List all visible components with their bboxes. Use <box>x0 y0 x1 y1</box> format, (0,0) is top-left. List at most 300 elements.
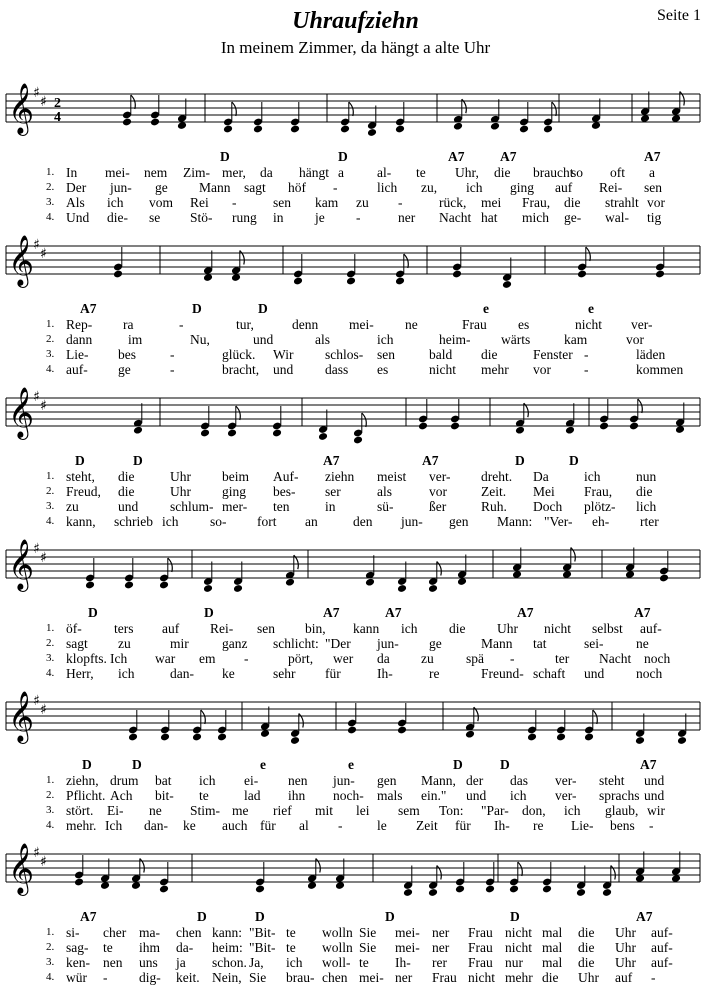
lyric-syllable: ra <box>123 317 134 332</box>
lyric-syllable: Frau <box>462 317 487 332</box>
lyric-syllable: mehr. <box>66 818 97 833</box>
note-head <box>576 888 586 897</box>
lyric-syllable: mals <box>377 788 403 803</box>
verse-number: 2. <box>46 637 55 649</box>
lyric-syllable: Ih- <box>395 955 411 970</box>
verse-number: 1. <box>46 318 55 330</box>
note-head <box>353 436 363 445</box>
lyric-syllable: die <box>481 347 498 362</box>
lyric-syllable: ich <box>286 955 303 970</box>
lyric-syllable: nicht <box>544 621 571 636</box>
lyric-syllable: vor <box>429 484 447 499</box>
lyric-syllable: sem <box>398 803 420 818</box>
lyric-syllable: Freud, <box>66 484 101 499</box>
lyric-syllable: bald <box>429 347 453 362</box>
lyric-syllable: Ton: <box>439 803 464 818</box>
note-flag <box>404 254 409 268</box>
lyric-syllable: mei- <box>359 970 384 985</box>
lyric-syllable: ver- <box>631 317 653 332</box>
note-head <box>599 422 609 431</box>
lyric-syllable: nen <box>103 955 123 970</box>
lyric-syllable: nun <box>636 469 657 484</box>
lyric-syllable: mit <box>315 803 334 818</box>
lyric-syllable: lad <box>244 788 261 803</box>
lyric-syllable: mehr <box>481 362 509 377</box>
lyric-syllable: Ich <box>105 818 123 833</box>
lyric-syllable: Der <box>66 180 87 195</box>
lyric-syllable: Mann: <box>497 514 533 529</box>
note-head <box>635 736 645 745</box>
lyric-syllable: Frau, <box>522 195 551 210</box>
lyric-syllable: ver- <box>429 469 451 484</box>
lyric-syllable: wir <box>647 803 665 818</box>
lyric-syllable: die <box>118 484 135 499</box>
note-head <box>128 733 138 742</box>
note-head <box>160 733 170 742</box>
note-head <box>318 432 328 441</box>
chord-symbol: D <box>453 757 463 772</box>
lyric-syllable: zu <box>356 195 369 210</box>
treble-clef-icon: 𝄞 <box>8 83 35 134</box>
lyric-syllable: pört, <box>288 651 314 666</box>
lyric-syllable: kam <box>564 332 588 347</box>
chord-symbol: A7 <box>323 605 340 620</box>
verse-number: 4. <box>46 819 55 831</box>
lyric-syllable: ihm <box>139 940 161 955</box>
chord-symbol: A7 <box>80 909 97 924</box>
note-head <box>527 733 537 742</box>
lyric-syllable: und <box>273 362 294 377</box>
chord-symbol: D <box>510 909 520 924</box>
time-signature-top: 2 <box>54 96 61 111</box>
lyric-syllable: die <box>564 195 581 210</box>
lyric-syllable: ner <box>398 210 416 225</box>
lyric-syllable: hängt <box>299 165 329 180</box>
chord-symbol: D <box>132 757 142 772</box>
lyric-syllable: nicht <box>505 940 532 955</box>
chord-symbol: A7 <box>323 453 340 468</box>
lyric-syllable: ich <box>107 195 124 210</box>
lyric-syllable: an <box>305 514 318 529</box>
lyric-syllable: ich <box>401 621 418 636</box>
lyric-syllable: spä <box>466 651 484 666</box>
lyric-syllable: keit. <box>176 970 200 985</box>
note-head <box>455 885 465 894</box>
lyric-syllable: te <box>416 165 426 180</box>
lyric-syllable: die <box>578 925 595 940</box>
note-head <box>450 422 460 431</box>
lyric-syllable: klopfts. <box>66 651 107 666</box>
lyric-syllable: da <box>377 651 390 666</box>
lyric-syllable: Ih- <box>494 818 510 833</box>
note-head <box>485 885 495 894</box>
chord-symbol: e <box>588 301 594 316</box>
lyric-syllable: Frau <box>432 970 457 985</box>
lyric-syllable: wolln <box>322 940 353 955</box>
lyric-syllable: zu <box>118 636 131 651</box>
lyric-syllable: heim: <box>212 940 243 955</box>
lyric-syllable: zu <box>421 651 434 666</box>
note-head <box>519 125 529 134</box>
lyric-syllable: kann <box>353 621 380 636</box>
verse-number: 1. <box>46 622 55 634</box>
lyric-syllable: vom <box>149 195 174 210</box>
lyric-syllable: strahlt <box>605 195 639 210</box>
lyric-syllable: für <box>325 666 341 681</box>
note-flag <box>593 710 598 724</box>
lyric-syllable: rief <box>273 803 292 818</box>
lyric-syllable: Als <box>66 195 85 210</box>
note-head <box>290 125 300 134</box>
lyric-syllable: schon. <box>212 955 247 970</box>
lyric-syllable: Frau <box>468 940 493 955</box>
lyric-syllable: sag- <box>66 940 89 955</box>
lyric-syllable: bat <box>155 773 172 788</box>
lyric-syllable: - <box>651 970 656 985</box>
lyric-syllable: so- <box>210 514 227 529</box>
verse-number: 3. <box>46 956 55 968</box>
lyric-syllable: da <box>260 165 273 180</box>
note-head <box>285 578 295 587</box>
lyric-syllable: wür <box>66 970 87 985</box>
lyric-syllable: schlicht: <box>273 636 319 651</box>
lyric-syllable: selbst <box>592 621 623 636</box>
lyric-syllable: wärts <box>501 332 531 347</box>
lyric-syllable: ner <box>432 925 450 940</box>
note-head <box>452 270 462 279</box>
lyric-syllable: Da <box>533 469 549 484</box>
lyric-syllable: schlum- <box>170 499 214 514</box>
lyric-syllable: sehr <box>273 666 296 681</box>
note-head <box>565 426 575 435</box>
lyric-syllable: ken- <box>66 955 90 970</box>
lyric-syllable: - <box>103 970 108 985</box>
note-head <box>340 125 350 134</box>
lyric-syllable: die <box>449 621 466 636</box>
sharp-icon: ♯ <box>40 94 47 110</box>
note-head <box>365 578 375 587</box>
staff-system-4 <box>0 530 711 600</box>
verse-number: 2. <box>46 333 55 345</box>
song-title: Uhraufziehn <box>292 8 419 34</box>
note-head <box>428 888 438 897</box>
lyric-syllable: a <box>649 165 655 180</box>
note-head <box>515 426 525 435</box>
lyric-syllable: nicht <box>429 362 456 377</box>
lyric-syllable: Rei- <box>599 180 623 195</box>
lyric-syllable: Nacht <box>439 210 472 225</box>
lyric-syllable: Ja, <box>249 955 264 970</box>
lyric-syllable: schrieb <box>114 514 153 529</box>
lyric-syllable: Mann <box>199 180 231 195</box>
lyric-syllable: lei <box>356 803 370 818</box>
lyric-syllable: Ih- <box>377 666 393 681</box>
sharp-icon: ♯ <box>33 845 40 861</box>
lyric-syllable: das <box>510 773 528 788</box>
treble-clef-icon: 𝄞 <box>8 235 35 286</box>
lyric-syllable: Zim- <box>183 165 210 180</box>
lyric-syllable: auch <box>222 818 248 833</box>
staff-system-5 <box>0 682 711 752</box>
lyric-syllable: Sie <box>249 970 267 985</box>
note-head <box>74 878 84 887</box>
lyric-syllable: ner <box>432 940 450 955</box>
lyric-syllable: Wir <box>273 347 294 362</box>
lyric-syllable: "Ver- <box>544 514 573 529</box>
chord-symbol: D <box>88 605 98 620</box>
lyric-syllable: - <box>584 362 589 377</box>
lyric-syllable: ich <box>162 514 179 529</box>
lyric-syllable: bin, <box>305 621 326 636</box>
lyric-syllable: ner <box>395 970 413 985</box>
note-head <box>418 422 428 431</box>
chord-symbol: A7 <box>422 453 439 468</box>
lyric-syllable: don, <box>522 803 546 818</box>
lyric-syllable: te <box>286 925 296 940</box>
note-head <box>655 270 665 279</box>
lyric-syllable: die <box>578 955 595 970</box>
lyric-syllable: noch- <box>333 788 364 803</box>
lyric-syllable: nicht <box>575 317 602 332</box>
lyric-syllable: wer <box>333 651 354 666</box>
lyric-syllable: für <box>455 818 471 833</box>
lyric-syllable: Uhr <box>615 925 636 940</box>
lyric-syllable: le <box>377 818 387 833</box>
lyric-syllable: ver- <box>555 788 577 803</box>
verse-number: 3. <box>46 500 55 512</box>
lyric-syllable: mer, <box>222 165 246 180</box>
lyric-syllable: Doch <box>533 499 563 514</box>
lyric-syllable: re <box>533 818 544 833</box>
verse-number: 4. <box>46 211 55 223</box>
lyric-syllable: plötz- <box>584 499 616 514</box>
lyric-syllable: kam <box>315 195 339 210</box>
note-head <box>159 581 169 590</box>
lyric-syllable: Stim- <box>190 803 221 818</box>
lyric-syllable: Uhr <box>615 940 636 955</box>
note-flag <box>552 102 557 116</box>
sharp-icon: ♯ <box>40 246 47 262</box>
chord-symbol: e <box>483 301 489 316</box>
note-head <box>397 584 407 593</box>
lyric-syllable: sen <box>257 621 275 636</box>
lyric-syllable: "Der <box>325 636 351 651</box>
lyric-syllable: höf <box>288 180 306 195</box>
lyric-syllable: ters <box>114 621 134 636</box>
lyric-syllable: war <box>155 651 176 666</box>
lyric-syllable: Nacht <box>599 651 632 666</box>
lyric-syllable: mer- <box>222 499 248 514</box>
lyric-syllable: gen <box>449 514 469 529</box>
lyric-syllable: kommen <box>636 362 684 377</box>
note-head <box>584 733 594 742</box>
lyric-syllable: hat <box>481 210 498 225</box>
note-head <box>659 574 669 583</box>
lyric-syllable: vor <box>626 332 644 347</box>
lyric-syllable: Rei- <box>210 621 234 636</box>
lyric-syllable: ke <box>222 666 235 681</box>
lyric-syllable: dass <box>325 362 349 377</box>
lyric-syllable: te <box>359 955 369 970</box>
note-head <box>159 885 169 894</box>
lyric-syllable: ne <box>405 317 418 332</box>
note-flag <box>362 413 367 427</box>
lyric-syllable: rer <box>432 955 447 970</box>
lyric-syllable: chen <box>176 925 202 940</box>
lyric-syllable: si- <box>66 925 80 940</box>
lyric-syllable: - <box>338 818 343 833</box>
lyric-syllable: tur, <box>236 317 254 332</box>
note-head <box>395 277 405 286</box>
lyric-syllable: bes- <box>273 484 296 499</box>
lyric-syllable: - <box>649 818 654 833</box>
note-head <box>150 118 160 127</box>
lyric-syllable: da- <box>176 940 194 955</box>
lyric-syllable: Pflicht. <box>66 788 106 803</box>
lyric-syllable: Ach <box>110 788 133 803</box>
lyric-syllable: Uhr, <box>455 165 479 180</box>
lyric-syllable: auf- <box>66 362 88 377</box>
chord-symbol: e <box>348 757 354 772</box>
lyric-syllable: "Bit- <box>249 925 276 940</box>
lyric-syllable: es <box>518 317 530 332</box>
lyric-syllable: Lie- <box>66 347 89 362</box>
chord-symbol: D <box>500 757 510 772</box>
lyric-syllable: ich <box>199 773 216 788</box>
verse-number: 2. <box>46 485 55 497</box>
note-head <box>347 726 357 735</box>
lyric-syllable: - <box>170 347 175 362</box>
lyric-syllable: Freund- <box>481 666 524 681</box>
lyric-syllable: die <box>118 469 135 484</box>
lyric-syllable: im <box>128 332 143 347</box>
lyric-syllable: auf <box>615 970 633 985</box>
lyric-syllable: ich <box>584 469 601 484</box>
note-head <box>346 277 356 286</box>
lyric-syllable: rter <box>640 514 659 529</box>
lyric-syllable: - <box>244 651 249 666</box>
lyric-syllable: chen <box>322 970 348 985</box>
verse-number: 3. <box>46 196 55 208</box>
note-head <box>203 584 213 593</box>
lyric-syllable: Sie <box>359 940 377 955</box>
lyric-syllable: auf <box>555 180 573 195</box>
lyric-syllable: und <box>253 332 274 347</box>
chord-symbol: D <box>75 453 85 468</box>
lyric-syllable: ne <box>149 803 162 818</box>
lyric-syllable: dann <box>66 332 93 347</box>
lyric-syllable: und <box>118 499 139 514</box>
note-head <box>490 122 500 131</box>
lyric-syllable: - <box>170 362 175 377</box>
lyric-syllable: Uhr <box>170 469 191 484</box>
lyric-syllable: nen <box>288 773 308 788</box>
lyric-syllable: ter <box>555 651 570 666</box>
staff-system-6 <box>0 834 711 904</box>
verse-number: 1. <box>46 926 55 938</box>
lyric-syllable: glück. <box>222 347 256 362</box>
lyric-syllable: - <box>510 651 515 666</box>
note-flag <box>131 95 136 109</box>
lyric-syllable: nur <box>505 955 523 970</box>
note-head <box>543 125 553 134</box>
chord-symbol: A7 <box>644 149 661 164</box>
chord-symbol: A7 <box>640 757 657 772</box>
chord-symbol: D <box>82 757 92 772</box>
lyric-syllable: jun- <box>377 636 399 651</box>
lyric-syllable: Auf- <box>273 469 299 484</box>
lyric-syllable: ne <box>636 636 649 651</box>
lyric-syllable: - <box>179 317 184 332</box>
lyric-syllable: die <box>578 940 595 955</box>
lyric-syllable: auf- <box>651 940 673 955</box>
lyric-syllable: ich <box>377 332 394 347</box>
lyric-syllable: a <box>338 165 344 180</box>
chord-symbol: D <box>204 605 214 620</box>
lyric-syllable: dan- <box>144 818 168 833</box>
lyric-syllable: zu, <box>421 180 438 195</box>
lyric-syllable: bes <box>118 347 136 362</box>
lyric-syllable: ganz <box>222 636 248 651</box>
chord-symbol: A7 <box>636 909 653 924</box>
lyric-syllable: te <box>103 940 113 955</box>
chord-symbol: A7 <box>517 605 534 620</box>
lyric-syllable: "Bit- <box>249 940 276 955</box>
lyric-syllable: vor <box>533 362 551 377</box>
lyric-syllable: jun- <box>333 773 355 788</box>
lyric-syllable: ging <box>222 484 247 499</box>
lyric-syllable: brau- <box>286 970 315 985</box>
lyric-syllable: vor <box>647 195 665 210</box>
lyric-syllable: Ei- <box>107 803 124 818</box>
lyric-syllable: nem <box>144 165 168 180</box>
lyric-syllable: als <box>377 484 392 499</box>
lyric-syllable: ziehn, <box>66 773 99 788</box>
verse-number: 2. <box>46 181 55 193</box>
note-head <box>290 736 300 745</box>
note-head <box>577 270 587 279</box>
chord-symbol: D <box>255 909 265 924</box>
lyric-syllable: woll- <box>322 955 351 970</box>
lyric-syllable: und <box>644 773 665 788</box>
lyric-syllable: Zeit <box>416 818 438 833</box>
lyric-syllable: Rei <box>190 195 209 210</box>
verse-number: 1. <box>46 774 55 786</box>
lyric-syllable: - <box>232 195 237 210</box>
lyric-syllable: re <box>429 666 440 681</box>
lyric-syllable: rück, <box>439 195 467 210</box>
sharp-icon: ♯ <box>33 693 40 709</box>
lyric-syllable: steht, <box>66 469 95 484</box>
lyric-syllable: und <box>644 788 665 803</box>
lyric-syllable: es <box>377 362 389 377</box>
note-head <box>223 125 233 134</box>
lyric-syllable: tat <box>533 636 547 651</box>
lyric-syllable: auf- <box>651 955 673 970</box>
lyric-syllable: kann: <box>212 925 242 940</box>
lyric-syllable: die- <box>107 210 128 225</box>
lyric-syllable: cher <box>103 925 127 940</box>
note-head <box>602 888 612 897</box>
sharp-icon: ♯ <box>33 389 40 405</box>
treble-clef-icon: 𝄞 <box>8 843 35 894</box>
lyric-syllable: und <box>584 666 605 681</box>
lyric-syllable: ich <box>510 788 527 803</box>
lyric-syllable: ma- <box>139 925 160 940</box>
lyric-syllable: Frau, <box>584 484 613 499</box>
note-head <box>122 118 132 127</box>
lyric-syllable: ge <box>118 362 131 377</box>
